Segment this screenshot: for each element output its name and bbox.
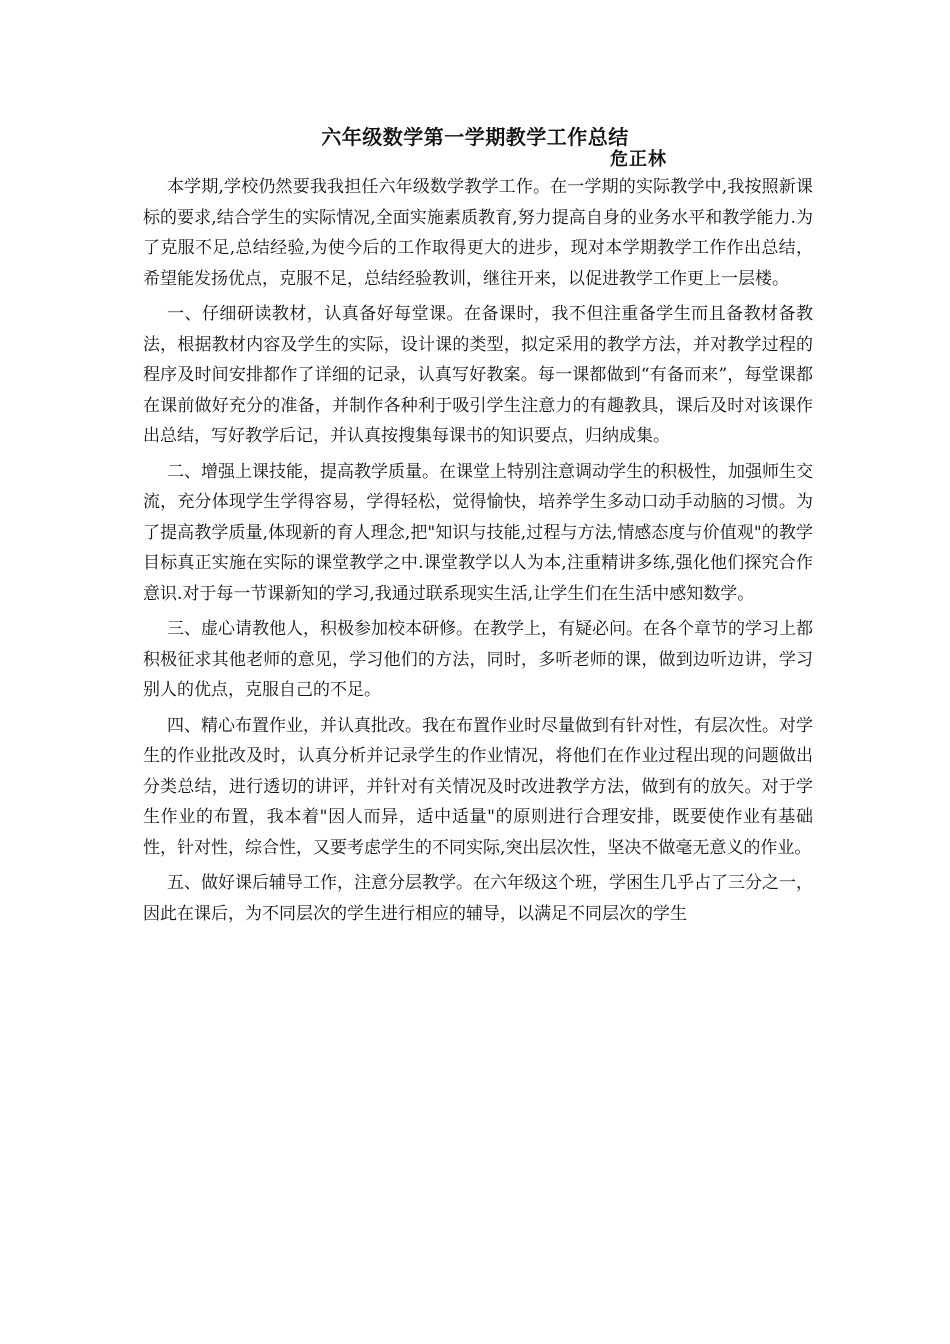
document-title: 六年级数学第一学期教学工作总结 xyxy=(321,125,629,149)
author-name: 危正林 xyxy=(610,149,667,170)
paragraph-intro: 本学期,学校仍然要我我担任六年级数学教学工作。在一学期的实际教学中,我按照新课标的要求,结合学生的实际情况,全面实施素质教育,努力提高自身的业务水平和教学能力.为了克服不足,总结经验,为使今后的工作取得更大的进步，现对本学期教学工作作出总结，希望能发扬优点，克服不足，总结经验教训，继往开来，以促进教学工作更上一层楼。 xyxy=(143,177,813,289)
paragraph-section-4: 四、精心布置作业，并认真批改。我在布置作业时尽量做到有针对性，有层次性。对学生的作业批改及时，认真分析并记录学生的作业情况，将他们在作业过程出现的问题做出分类总结，进行透切的讲评，并针对有关情况及时改进教学方法，做到有的放矢。对于学生作业的布置，我本着"因人而异，适中适量"的原则进行合理安排，既要使作业有基础性，针对性，综合性，又要考虑学生的不同实际,突出层次性，坚决不做毫无意义的作业。 xyxy=(143,715,813,858)
paragraph-section-1: 一、仔细研读教材，认真备好每堂课。在备课时，我不但注重备学生而且备教材备教法，根据教材内容及学生的实际，设计课的类型，拟定采用的教学方法，并对教学过程的程序及时间安排都作了详细的记录，认真写好教案。每一课都做到“有备而来”，每堂课都在课前做好充分的准备，并制作各种利于吸引学生注意力的有趣教具，课后及时对该课作出总结，写好教学后记，并认真按搜集每课书的知识要点，归纳成集。 xyxy=(143,304,813,446)
paragraph-section-5: 五、做好课后辅导工作，注意分层教学。在六年级这个班，学困生几乎占了三分之一，因此在课后，为不同层次的学生进行相应的辅导，以满足不同层次的学生 xyxy=(143,873,813,924)
paragraph-section-2: 二、增强上课技能，提高教学质量。在课堂上特别注意调动学生的积极性，加强师生交流，充分体现学生学得容易，学得轻松，觉得愉快，培养学生多动口动手动脑的习惯。为了提高教学质量,体现新的育人理念,把"知识与技能,过程与方法,情感态度与价值观"的教学目标真正实施在实际的课堂教学之中.课堂教学以人为本,注重精讲多练,强化他们探究合作意识.对于每一节课新知的学习,我通过联系现实生活,让学生们在生活中感知数学。 xyxy=(143,461,813,604)
document-body xyxy=(143,172,813,934)
paragraph-section-3: 三、虚心请教他人，积极参加校本研修。在教学上，有疑必问。在各个章节的学习上都积极征求其他老师的意见，学习他们的方法，同时，多听老师的课，做到边听边讲，学习别人的优点，克服自己的不足。 xyxy=(143,619,813,700)
